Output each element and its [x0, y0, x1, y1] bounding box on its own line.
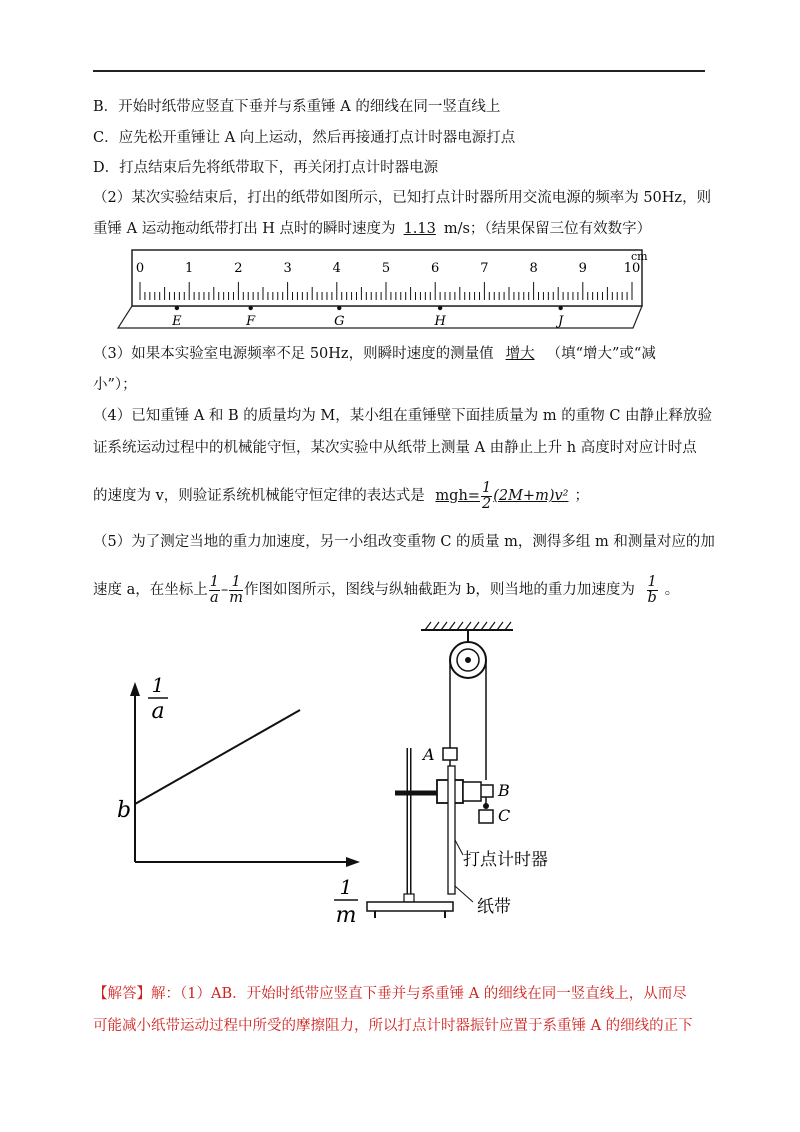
- tape-label: 纸带: [477, 897, 511, 917]
- q3-line1: [93, 345, 713, 363]
- q2-line2-post: m/s；（结果保留三位有效数字）: [443, 221, 652, 237]
- q5-line2: [93, 572, 713, 608]
- ruler-number: 10: [623, 261, 641, 276]
- inverse-graph: [110, 672, 380, 928]
- tape-point-label: F: [246, 314, 256, 329]
- option-d: D．打点结束后先将纸带取下，再关闭打点计时器电源: [93, 160, 439, 176]
- q5-answer-frac: [647, 575, 658, 606]
- timer-side: [463, 782, 481, 801]
- ruler-unit: cm: [631, 250, 648, 263]
- x-label-den: m: [335, 903, 357, 928]
- x-label-num: 1: [339, 875, 353, 899]
- q3-line2: 小”）；: [93, 377, 137, 393]
- apparatus-figure: [355, 620, 615, 925]
- y-axis-arrow: [130, 682, 140, 696]
- option-c: C．应先松开重锤让 A 向上运动，然后再接通打点计时器电源打点: [93, 130, 516, 146]
- header-rule: [93, 70, 705, 72]
- solution-line1: [93, 985, 713, 1003]
- tape-pointer: [455, 886, 473, 902]
- hatch-line: [457, 622, 463, 630]
- intercept-label: b: [116, 798, 132, 823]
- ruler-number: 3: [283, 261, 292, 276]
- hatch-line: [489, 622, 495, 630]
- tape-point: [558, 306, 562, 310]
- tape-point: [337, 306, 341, 310]
- solution-tag: 【解答】: [93, 986, 151, 1002]
- hatch-line: [497, 622, 503, 630]
- hatch-line: [425, 622, 431, 630]
- ruler-number: 2: [234, 261, 243, 276]
- hatch-line: [433, 622, 439, 630]
- q5-answer: [640, 573, 665, 606]
- label-c: C: [498, 806, 511, 825]
- q4-line3-post: ；: [574, 488, 589, 504]
- q5-ans-den: b: [647, 589, 657, 606]
- q4-answer-rhs: (2M+m)v²: [493, 488, 569, 504]
- stand-foot: [404, 894, 414, 902]
- q5-frac2-den: m: [229, 589, 243, 606]
- label-a: A: [423, 745, 435, 764]
- stand-base: [367, 902, 453, 911]
- paper-tape: [118, 306, 642, 328]
- ruler-number: 8: [529, 261, 538, 276]
- q4-frac-den: 2: [481, 495, 492, 512]
- hatch-line: [441, 622, 447, 630]
- bc-hook: [483, 803, 489, 809]
- q5-frac2: [229, 575, 243, 606]
- q5-ans-num: 1: [647, 573, 657, 590]
- q4-line2: 证系统运动过程中的机械能守恒，某次实验中从纸带上测量 A 由静止上升 h 高度时对应计时点: [93, 440, 697, 456]
- ruler-number: 6: [431, 261, 440, 276]
- q4-fraction: [481, 481, 492, 512]
- tape-point-label: H: [434, 314, 446, 329]
- q5-dash: –: [221, 582, 229, 598]
- hatch-line: [505, 622, 511, 630]
- q2-line2-pre: 重锤 A 运动拖动纸带打出 H 点时的瞬时速度为: [93, 221, 396, 237]
- y-label-num: 1: [151, 673, 165, 697]
- ruler-number: 4: [332, 261, 341, 276]
- q5-frac2-num: 1: [229, 575, 243, 591]
- tape-point-label: E: [172, 314, 182, 329]
- q4-answer: [429, 479, 574, 512]
- q3-line1-pre: （3）如果本实验室电源频率不足 50Hz，则瞬时速度的测量值: [93, 346, 494, 362]
- q5-line2-post: 。: [664, 582, 680, 598]
- tape-point-label: G: [334, 314, 345, 329]
- q5-line2-mid: 作图如图所示，图线与纵轴截距为 b，则当地的重力加速度为: [244, 582, 635, 598]
- timer-label: 打点计时器: [463, 850, 548, 870]
- q5-frac1-den: a: [210, 589, 219, 606]
- ruler-number: 5: [381, 261, 391, 276]
- paper-tape-strip: [448, 766, 455, 894]
- tape-point: [438, 306, 442, 310]
- q5-line1: （5）为了测定当地的重力加速度，另一小组改变重物 C 的质量 m，测得多组 m 和测量对应的加: [93, 534, 715, 550]
- ruler-number: 1: [185, 261, 194, 276]
- mass-a: [443, 748, 457, 760]
- q5-frac1-num: 1: [209, 573, 219, 590]
- q5-frac1: [209, 575, 220, 606]
- tape-point-label: J: [558, 314, 564, 329]
- solution-line2: 可能减小纸带运动过程中所受的摩擦阻力，所以打点计时器振针应置于系重锤 A 的细线的正下: [93, 1018, 693, 1034]
- ruler-number: 0: [135, 261, 145, 276]
- tape-point: [175, 306, 179, 310]
- timer-pointer: [455, 840, 463, 855]
- hatch-line: [449, 622, 455, 630]
- option-b: B．开始时纸带应竖直下垂并与系重锤 A 的细线在同一竖直线上: [93, 99, 501, 115]
- ruler-number: 9: [578, 261, 587, 276]
- q4-line1: （4）已知重锤 A 和 B 的质量均为 M，某小组在重锤壁下面挂质量为 m 的重物 C 由静止释放验: [93, 408, 713, 424]
- y-label-den: a: [151, 699, 165, 724]
- label-b: B: [498, 781, 510, 800]
- q4-frac-num: 1: [481, 479, 492, 496]
- hatch-line: [465, 622, 471, 630]
- pulley-axle: [465, 657, 471, 663]
- solution-line1-text: 解：（1）AB．开始时纸带应竖直下垂并与系重锤 A 的细线在同一竖直线上，从而尽: [151, 986, 687, 1002]
- q2-line1: （2）某次实验结束后，打出的纸带如图所示，已知打点计时器所用交流电源的频率为 50Hz，则: [93, 190, 712, 206]
- tape-point: [249, 306, 253, 310]
- mass-c: [479, 810, 493, 823]
- q5-line2-pre: 速度 a，在坐标上: [93, 582, 208, 598]
- q3-line1-post: （填“增大”或“减: [546, 346, 656, 362]
- q3-answer: 增大: [505, 346, 535, 362]
- q4-answer-lhs: mgh=: [435, 488, 480, 504]
- q2-answer: 1.13: [403, 221, 436, 237]
- ruler-figure: [110, 248, 655, 333]
- q4-line3-pre: 的速度为 v，则验证系统机械能守恒定律的表达式是: [93, 488, 425, 504]
- ruler-number: 7: [480, 261, 489, 276]
- q2-line2: [93, 220, 713, 238]
- q4-line3: [93, 478, 713, 514]
- ceiling-hatch: [425, 622, 511, 630]
- hatch-line: [481, 622, 487, 630]
- graph-line: [135, 710, 300, 804]
- hatch-line: [473, 622, 479, 630]
